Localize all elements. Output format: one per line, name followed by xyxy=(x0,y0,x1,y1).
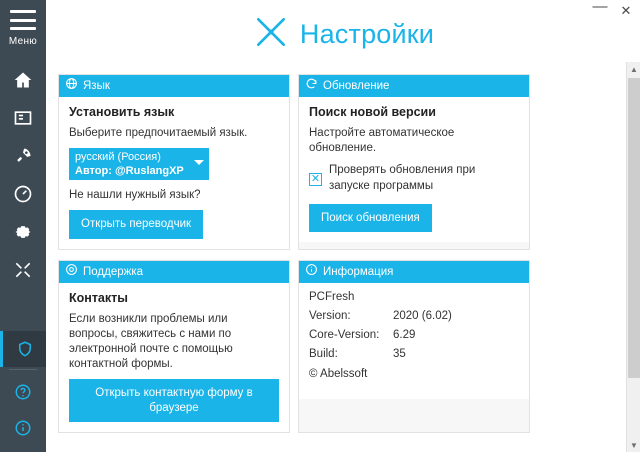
menu-label: Меню xyxy=(8,36,38,47)
sidebar-nav xyxy=(0,61,46,289)
card-info-title: Информация xyxy=(323,265,394,278)
vertical-scrollbar[interactable] xyxy=(626,62,640,452)
menu-toggle[interactable] xyxy=(0,0,46,47)
gear-icon xyxy=(13,222,33,242)
sidebar xyxy=(0,0,46,452)
product-name: PCFresh xyxy=(309,290,355,303)
card-info-body xyxy=(299,283,529,399)
sidebar-item-settings[interactable] xyxy=(0,213,46,251)
open-contact-form-button[interactable]: Открыть контактную форму в браузере xyxy=(69,379,279,422)
info-circle-icon xyxy=(305,263,318,281)
core-version-key: Core-Version: xyxy=(309,328,380,341)
table-row xyxy=(309,329,519,348)
lifebuoy-icon xyxy=(65,263,78,281)
update-heading: Поиск новой версии xyxy=(309,105,436,119)
globe-icon xyxy=(65,77,78,95)
sidebar-bottom-nav xyxy=(0,331,46,452)
language-heading: Установить язык xyxy=(69,105,175,119)
page-header xyxy=(46,10,640,58)
card-update-body xyxy=(299,97,529,242)
card-info-header xyxy=(299,261,529,283)
version-key: Version: xyxy=(309,309,351,322)
hamburger-icon[interactable] xyxy=(10,10,36,30)
page-title: Настройки xyxy=(299,18,435,49)
card-support xyxy=(58,260,290,433)
cards-grid xyxy=(58,74,604,433)
core-version-value: 6.29 xyxy=(393,328,416,341)
update-on-startup-checkbox[interactable]: ✕ xyxy=(310,173,321,186)
language-description: Выберите предпочитаемый язык. xyxy=(69,127,248,139)
card-update-header xyxy=(299,75,529,97)
minimize-button[interactable]: — xyxy=(592,0,608,15)
card-support-title: Поддержка xyxy=(83,265,143,278)
sidebar-item-performance[interactable] xyxy=(0,175,46,213)
scrollbar-thumb[interactable] xyxy=(628,78,640,378)
language-select-value: русский (Россия) xyxy=(75,151,161,164)
sidebar-item-info[interactable] xyxy=(0,410,46,446)
home-icon xyxy=(13,70,33,90)
language-select[interactable] xyxy=(69,148,209,180)
sidebar-item-home[interactable] xyxy=(0,61,46,99)
scroll-down-button[interactable]: ▼ xyxy=(630,440,638,450)
card-language-title: Язык xyxy=(83,80,110,92)
sidebar-item-news[interactable] xyxy=(0,99,46,137)
content-area xyxy=(46,62,626,452)
settings-logo-icon xyxy=(252,13,290,56)
build-value: 35 xyxy=(393,347,406,360)
update-description: Настройте автоматическое обновление. xyxy=(309,127,455,155)
open-translator-button[interactable]: Открыть переводчик xyxy=(69,210,203,238)
sidebar-item-help[interactable] xyxy=(0,374,46,410)
news-icon xyxy=(13,108,33,128)
version-table xyxy=(309,310,519,367)
card-language-header xyxy=(59,75,289,97)
update-on-startup-row[interactable] xyxy=(309,163,519,193)
support-description: Если возникли проблемы или вопросы, свяжитесь с нами по электронной почте с помощью контактной формы. xyxy=(69,312,233,371)
question-icon xyxy=(14,383,32,401)
search-update-button[interactable]: Поиск обновления xyxy=(309,204,432,232)
language-not-found-text: Не нашли нужный язык? xyxy=(69,189,201,202)
table-row xyxy=(309,310,519,329)
build-key: Build: xyxy=(309,347,338,360)
info-icon xyxy=(14,419,32,437)
rocket-icon xyxy=(13,146,33,166)
sidebar-item-tools[interactable] xyxy=(0,251,46,289)
gauge-icon xyxy=(13,184,33,204)
card-update-title: Обновление xyxy=(323,80,390,92)
shield-icon xyxy=(16,340,34,358)
card-support-body xyxy=(59,283,289,432)
tools-icon xyxy=(13,260,33,280)
support-heading: Контакты xyxy=(69,290,128,305)
sidebar-divider xyxy=(9,369,37,370)
scroll-up-button[interactable]: ▲ xyxy=(630,64,638,74)
sidebar-item-shield[interactable] xyxy=(0,331,46,367)
copyright-text: © Abelssoft xyxy=(309,367,368,380)
card-info xyxy=(298,260,530,433)
version-value: 2020 (6.02) xyxy=(393,309,452,322)
card-language-body xyxy=(59,97,289,249)
card-language xyxy=(58,74,290,250)
refresh-icon xyxy=(305,77,318,95)
sidebar-item-boost[interactable] xyxy=(0,137,46,175)
language-select-author: Автор: @RuslangXP xyxy=(75,165,184,178)
card-update xyxy=(298,74,530,250)
update-on-startup-label: Проверять обновления при запуске программы xyxy=(329,164,476,192)
card-support-header xyxy=(59,261,289,283)
close-button[interactable]: ✕ xyxy=(620,2,632,18)
table-row xyxy=(309,348,519,367)
chevron-down-icon xyxy=(194,160,204,165)
